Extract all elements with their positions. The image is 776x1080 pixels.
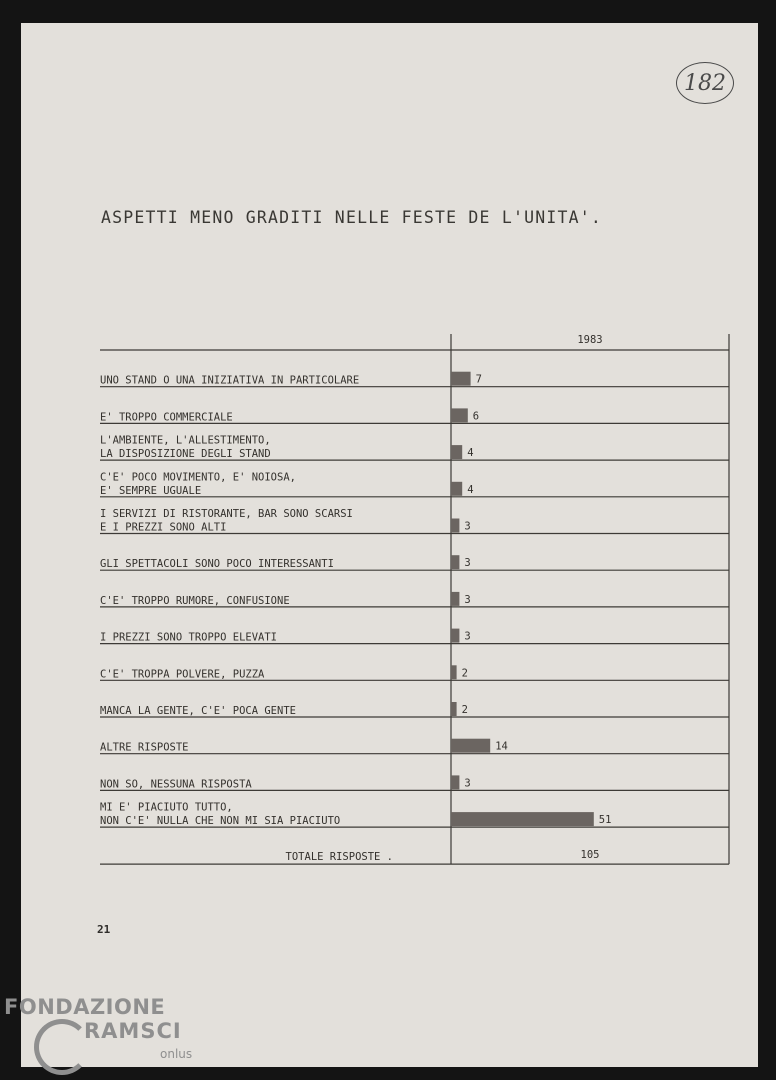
data-label: 4 [467, 447, 474, 460]
bar [451, 519, 459, 533]
category-label: E I PREZZI SONO ALTI [100, 521, 227, 534]
bar [451, 372, 471, 386]
category-label: E' TROPPO COMMERCIALE [100, 411, 233, 424]
chart-title: ASPETTI MENO GRADITI NELLE FESTE DE L'UNITA'. [101, 208, 603, 227]
category-label: MANCA LA GENTE, C'E' POCA GENTE [100, 705, 296, 717]
category-label: I PREZZI SONO TROPPO ELEVATI [100, 631, 278, 644]
category-label: C'E' TROPPO RUMORE, CONFUSIONE [100, 594, 290, 607]
bar [451, 445, 462, 459]
data-label: 3 [464, 593, 471, 606]
category-label: LA DISPOSIZIONE DEGLI STAND [100, 448, 271, 461]
category-label: UNO STAND O UNA INIZIATIVA IN PARTICOLARE [100, 374, 360, 387]
category-label: C'E' POCO MOVIMENTO, E' NOIOSA, [100, 471, 296, 484]
bar [451, 665, 457, 679]
data-label: 3 [464, 520, 471, 533]
category-label: L'AMBIENTE, L'ALLESTIMENTO, [100, 434, 271, 447]
data-label: 3 [464, 630, 471, 643]
data-label: 2 [461, 704, 468, 716]
data-label: 51 [598, 814, 612, 827]
category-label: MI E' PIACIUTO TUTTO, [100, 801, 233, 814]
bar [451, 408, 468, 422]
bar [451, 812, 594, 826]
bar [451, 592, 459, 606]
category-label: NON SO, NESSUNA RISPOSTA [100, 778, 252, 791]
data-label: 4 [467, 483, 474, 496]
bar [451, 702, 457, 716]
total-label: TOTALE RISPOSTE . [285, 851, 393, 864]
watermark-line-2: RAMSCI [84, 1019, 182, 1043]
category-label: E' SEMPRE UGUALE [100, 484, 202, 497]
bar [451, 775, 459, 789]
watermark-line-3: onlus [160, 1047, 193, 1061]
category-label: ALTRE RISPOSTE [100, 741, 189, 754]
bar [451, 739, 490, 753]
bar [451, 629, 459, 643]
page-stamp: 182 [676, 62, 734, 104]
bar [451, 482, 462, 496]
bar [451, 555, 459, 569]
data-label: 14 [495, 740, 508, 753]
data-label: 2 [461, 667, 468, 680]
data-label: 3 [464, 777, 471, 790]
g-circle-icon [34, 1019, 90, 1075]
total-value: 105 [580, 849, 600, 862]
category-label: GLI SPETTACOLI SONO POCO INTERESSANTI [100, 558, 334, 571]
data-label: 3 [464, 557, 471, 570]
watermark-logo [4, 995, 194, 1075]
column-header: 1983 [577, 334, 603, 346]
watermark-line-1: FONDAZIONE [4, 995, 166, 1019]
data-label: 7 [475, 373, 482, 386]
category-label: C'E' TROPPA POLVERE, PUZZA [100, 668, 265, 681]
category-label: NON C'E' NULLA CHE NON MI SIA PIACIUTO [100, 815, 341, 828]
data-label: 6 [472, 410, 480, 423]
page-number: 21 [97, 923, 111, 936]
category-label: I SERVIZI DI RISTORANTE, BAR SONO SCARSI [100, 508, 353, 520]
